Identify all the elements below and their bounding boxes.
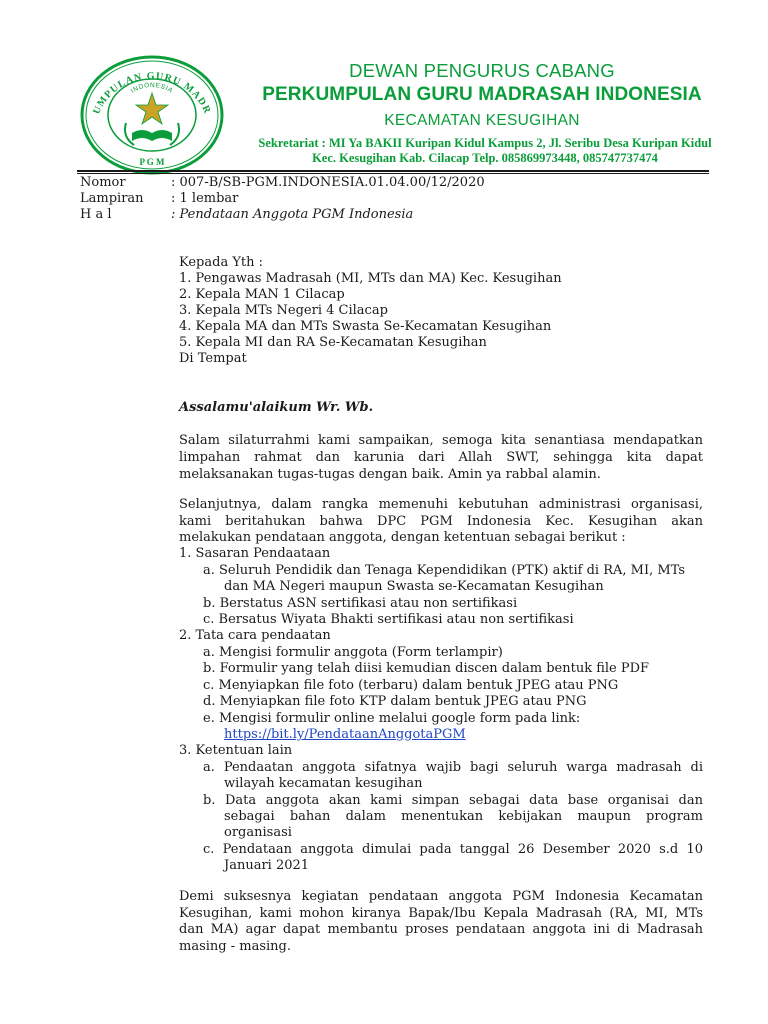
closing-line: Kesugihan, kami mohon kiranya Bapak/Ibu Kepala Madrasah (RA, MI, MTs xyxy=(179,906,703,921)
section3-item-b-cont: organisasi xyxy=(224,825,292,840)
org-level-title: DEWAN PENGURUS CABANG xyxy=(349,60,615,81)
greeting: Assalamu'alaikum Wr. Wb. xyxy=(179,400,374,415)
letterhead-divider-thin xyxy=(77,173,709,174)
closing-line: Demi suksesnya kegiatan pendataan anggota PGM Indonesia Kecamatan xyxy=(179,889,703,904)
paragraph2-line: Selanjutnya, dalam rangka memenuhi kebutuhan administrasi organisasi, xyxy=(179,497,703,512)
org-district-title: KECAMATAN KESUGIHAN xyxy=(384,112,580,129)
section3-title: 3. Ketentuan lain xyxy=(179,743,293,758)
recipient-item: 2. Kepala MAN 1 Cilacap xyxy=(179,287,345,302)
section1-item-b: b. Berstatus ASN sertifikasi atau non sertifikasi xyxy=(203,596,518,611)
closing-line: masing - masing. xyxy=(179,939,291,954)
section3-item-c-cont: Januari 2021 xyxy=(224,858,310,873)
paragraph1-line: limpahan rahmat dan karunia dari Allah SWT, sehingga kita dapat xyxy=(179,450,703,465)
logo-bottom-text: P G M xyxy=(139,157,165,167)
hal-label: H a l xyxy=(80,207,112,222)
recipient-item: 1. Pengawas Madrasah (MI, MTs dan MA) Kec. Kesugihan xyxy=(179,271,562,286)
section2-item-e: e. Mengisi formulir online melalui google form pada link: xyxy=(203,711,581,726)
recipient-intro: Kepada Yth : xyxy=(179,255,264,270)
paragraph1-line: melaksanakan tugas-tugas dengan baik. Amin ya rabbal alamin. xyxy=(179,467,601,482)
paragraph2-line: melakukan pendataan anggota, dengan ketentuan sebagai berikut : xyxy=(179,530,626,545)
section1-title: 1. Sasaran Pendaataan xyxy=(179,546,331,561)
section3-item-c: c. Pendataan anggota dimulai pada tanggal 26 Desember 2020 s.d 10 xyxy=(203,842,703,857)
pgm-logo xyxy=(76,53,228,177)
secretariat-address: Sekretariat : MI Ya BAKII Kuripan Kidul Kampus 2, Jl. Seribu Desa Kuripan Kidul xyxy=(258,136,712,150)
lampiran-label: Lampiran xyxy=(80,191,144,206)
paragraph2-line: kami beritahukan bahwa DPC PGM Indonesia Kec. Kesugihan akan xyxy=(179,514,703,529)
recipient-item: 4. Kepala MA dan MTs Swasta Se-Kecamatan Kesugihan xyxy=(179,319,552,334)
nomor-value: : 007-B/SB-PGM.INDONESIA.01.04.00/12/2020 xyxy=(171,175,485,190)
section2-title: 2. Tata cara pendaatan xyxy=(179,628,331,643)
logo-inner-text: INDONESIA xyxy=(129,81,175,95)
hal-value: : Pendataan Anggota PGM Indonesia xyxy=(171,207,414,222)
section2-item-a: a. Mengisi formulir anggota (Form terlampir) xyxy=(203,645,503,660)
section3-item-b: b. Data anggota akan kami simpan sebagai data base organisai dan xyxy=(203,793,703,808)
google-form-link[interactable]: https://bit.ly/PendataanAnggotaPGM xyxy=(224,727,466,742)
secretariat-contact: Kec. Kesugihan Kab. Cilacap Telp. 085869973448, 085747737474 xyxy=(312,151,658,165)
section2-item-d: d. Menyiapkan file foto KTP dalam bentuk JPEG atau PNG xyxy=(203,694,587,709)
pgm-logo-emblem-icon xyxy=(76,53,228,177)
section3-item-b-cont: sebagai bahan dalam menentukan kebijakan maupun program xyxy=(224,809,703,824)
section1-item-a-cont: dan MA Negeri maupun Swasta se-Kecamatan Kesugihan xyxy=(224,579,604,594)
section1-item-c: c. Bersatus Wiyata Bhakti sertifikasi atau non sertifikasi xyxy=(203,612,574,627)
section2-item-b: b. Formulir yang telah diisi kemudian discen dalam bentuk file PDF xyxy=(203,661,650,676)
section3-item-a-cont: wilayah kecamatan kesugihan xyxy=(224,776,423,791)
section1-item-a: a. Seluruh Pendidik dan Tenaga Kependidikan (PTK) aktif di RA, MI, MTs xyxy=(203,563,686,578)
section3-item-a: a. Pendaatan anggota sifatnya wajib bagi seluruh warga madrasah di xyxy=(203,760,703,775)
lampiran-value: : 1 lembar xyxy=(171,191,239,206)
recipient-place: Di Tempat xyxy=(179,351,247,366)
recipient-item: 3. Kepala MTs Negeri 4 Cilacap xyxy=(179,303,388,318)
section2-item-c: c. Menyiapkan file foto (terbaru) dalam bentuk JPEG atau PNG xyxy=(203,678,619,693)
letterhead-divider-thick xyxy=(77,170,709,172)
org-name-title: PERKUMPULAN GURU MADRASAH INDONESIA xyxy=(262,84,702,105)
recipient-item: 5. Kepala MI dan RA Se-Kecamatan Kesugihan xyxy=(179,335,487,350)
closing-line: dan MA) agar dapat membantu proses pendataan anggota ini di Madrasah xyxy=(179,922,703,937)
nomor-label: Nomor xyxy=(80,175,126,190)
paragraph1-line: Salam silaturrahmi kami sampaikan, semoga kita senantiasa mendapatkan xyxy=(179,433,703,448)
logo-ring-text: UMPULAN GURU MADR xyxy=(91,70,213,117)
